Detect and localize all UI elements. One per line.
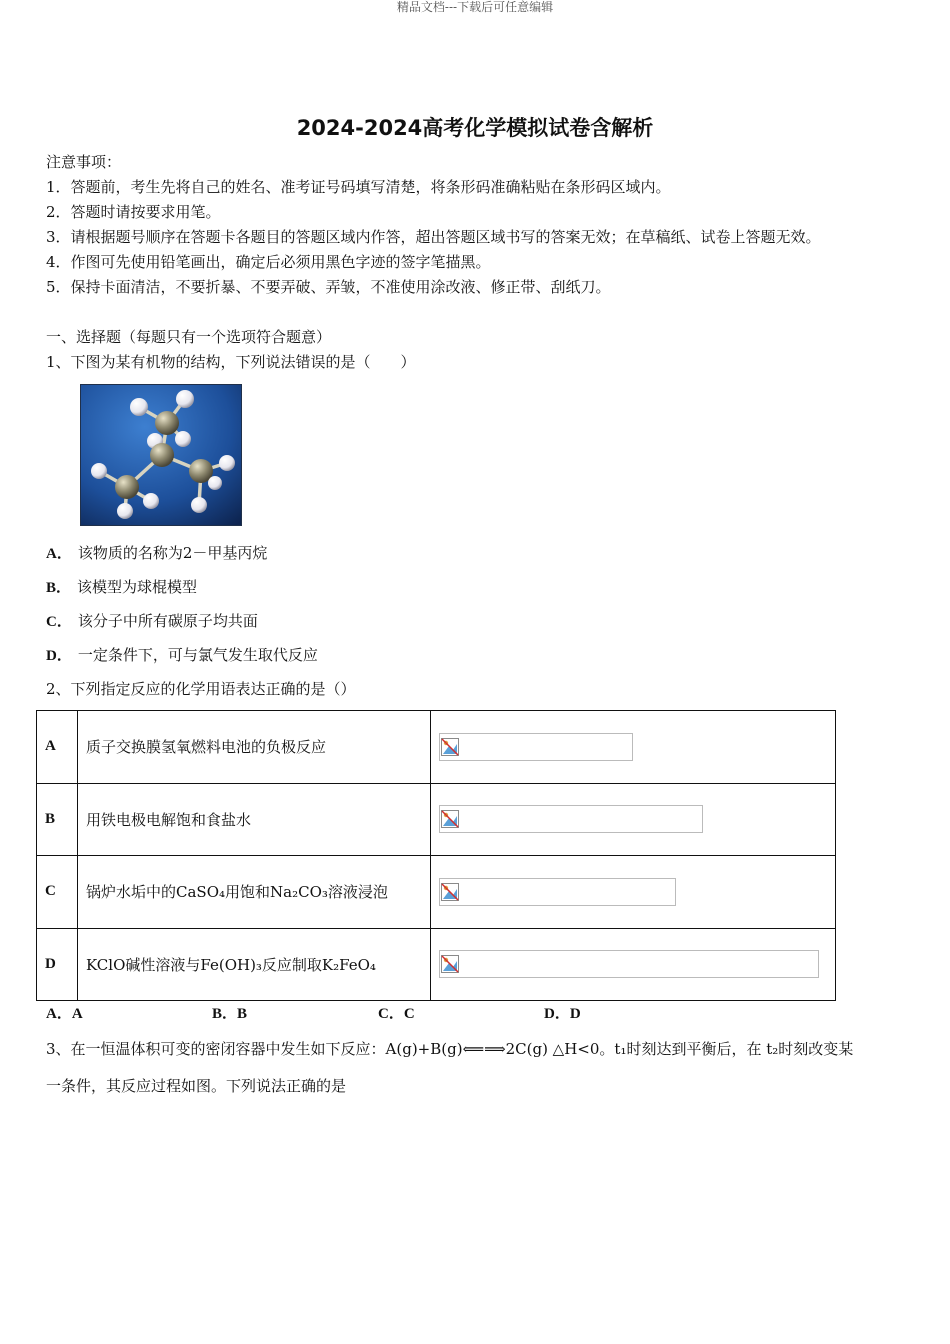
row-key: A [37,711,78,784]
notice-item-3: 3．请根据题号顺序在答题卡各题目的答题区域内作答，超出答题区域书写的答案无效；在草稿纸、试卷上答题无效。 [46,228,821,246]
table-row [37,928,836,1001]
image-placeholder [439,805,703,833]
broken-image-icon [441,810,459,828]
row-formula-image [431,856,836,929]
row-description: KClO碱性溶液与Fe(OH)₃反应制取K₂FeO₄ [78,928,431,1001]
image-placeholder [439,878,676,906]
q1-option-a: A． 该物质的名称为2－甲基丙烷 [46,544,268,562]
q1-option-c: C． 该分子中所有碳原子均共面 [46,612,258,630]
q3-stem-line-1: 3、在一恒温体积可变的密闭容器中发生如下反应：A(g)+B(g)⟸⟹2C(g) △H<0。t₁时刻达到平衡后，在 t₂时刻改变某 [46,1040,854,1058]
table-row [37,711,836,784]
image-placeholder [439,950,819,978]
row-formula-image [431,783,836,856]
row-key: B [37,783,78,856]
header-note: 精品文档---下载后可任意编辑 [396,0,554,14]
notice-heading: 注意事项： [46,153,122,171]
q1-stem: 1、下图为某有机物的结构，下列说法错误的是（ ） [46,353,416,371]
row-key: C [37,856,78,929]
page-title: 2024-2024高考化学模拟试卷含解析 [296,116,654,140]
row-description: 质子交换膜氢氧燃料电池的负极反应 [78,711,431,784]
q3-stem-line-2: 一条件，其反应过程如图。下列说法正确的是 [46,1077,347,1095]
q2-stem: 2、下列指定反应的化学用语表达正确的是（） [46,680,356,698]
q1-option-d: D． 一定条件下，可与氯气发生取代反应 [46,646,318,664]
notice-item-1: 1．答题前，考生先将自己的姓名、准考证号码填写清楚，将条形码准确粘贴在条形码区域内。 [46,178,671,196]
notice-item-2: 2．答题时请按要求用笔。 [46,203,221,221]
notice-item-5: 5．保持卡面清洁，不要折暴、不要弄破、弄皱，不准使用涂改液、修正带、刮纸刀。 [46,278,611,296]
row-key: D [37,928,78,1001]
molecule-image [80,384,242,526]
q1-option-b: B． 该模型为球棍模型 [46,578,198,596]
image-placeholder [439,733,633,761]
row-formula-image [431,928,836,1001]
row-formula-image [431,711,836,784]
section-heading: 一、选择题（每题只有一个选项符合题意） [46,328,332,346]
q2-answer-a: A．A [46,1006,83,1022]
q2-answer-d: D．D [544,1006,581,1022]
broken-image-icon [441,883,459,901]
broken-image-icon [441,955,459,973]
notice-item-4: 4．作图可先使用铅笔画出，确定后必须用黑色字迹的签字笔描黑。 [46,253,491,271]
row-description: 锅炉水垢中的CaSO₄用饱和Na₂CO₃溶液浸泡 [78,856,431,929]
q2-answers [46,1004,710,1024]
q2-answer-c: C．C [378,1006,415,1022]
ball-and-stick-model-icon [81,385,241,525]
table-row [37,783,836,856]
q2-answer-b: B．B [212,1006,248,1022]
broken-image-icon [441,738,459,756]
q2-reaction-table [36,710,836,1001]
row-description: 用铁电极电解饱和食盐水 [78,783,431,856]
table-row [37,856,836,929]
